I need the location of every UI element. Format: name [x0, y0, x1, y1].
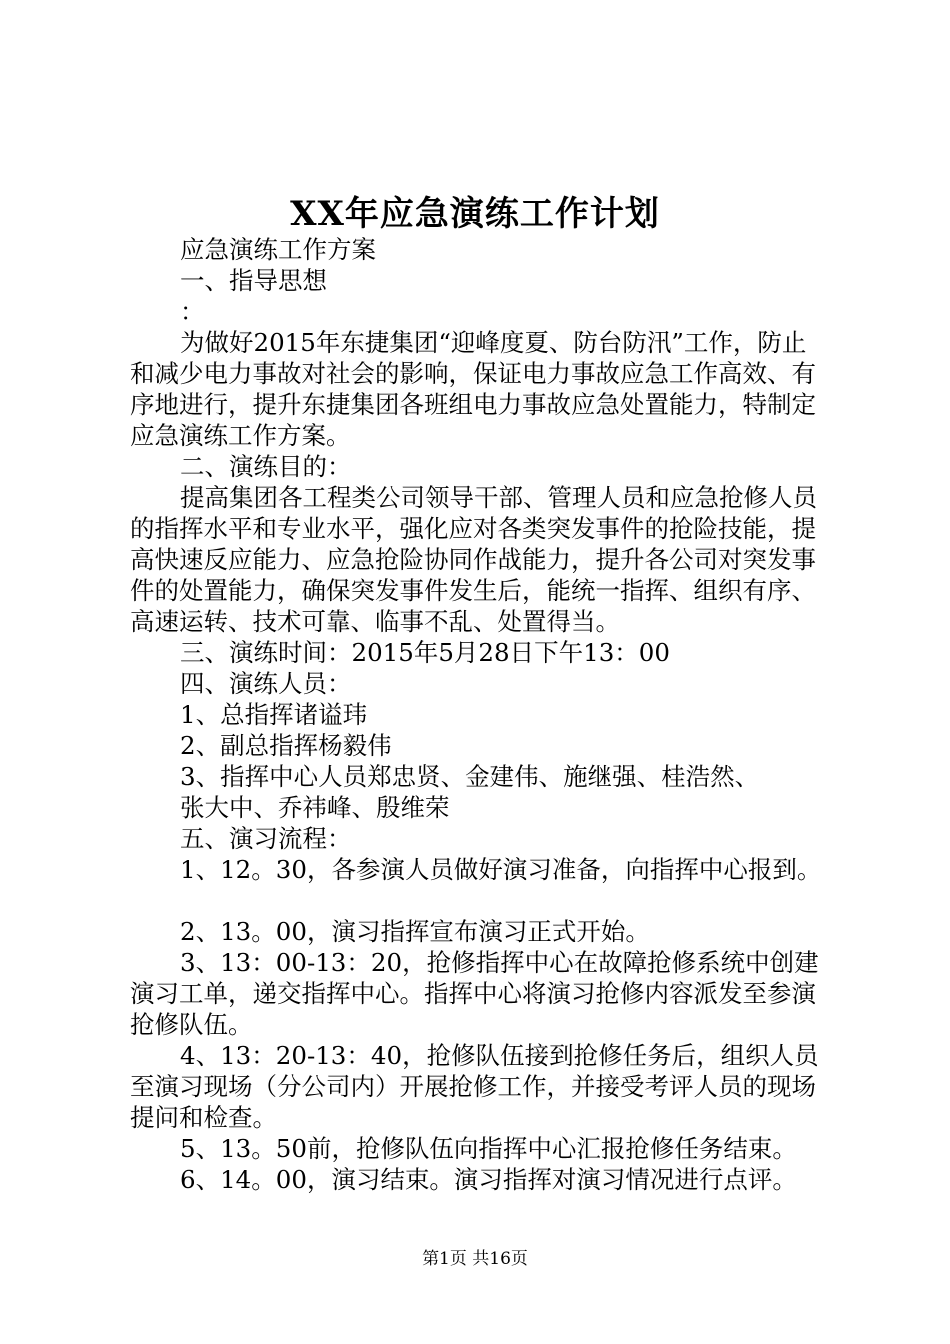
- process-step-5: 5、13。50前，抢修队伍向指挥中心汇报抢修任务结束。: [180, 1134, 797, 1163]
- personnel-item-1: 1、总指挥诸谥玮: [180, 700, 368, 729]
- document-body: [130, 234, 830, 1195]
- paragraph-plan-heading: 应急演练工作方案: [180, 235, 376, 264]
- section-heading-5: 五、演习流程：: [180, 824, 352, 853]
- paragraph-purpose-text: 提高集团各工程类公司领导干部、管理人员和应急抢修人员的指挥水平和专业水平，强化应对各类突发事件的抢险技能，提高快速反应能力、应急抢险协同作战能力，提升各公司对突发事件的处置能力，确保突发事件发生后，能统一指挥、组织有序、高速运转、技术可靠、临事不乱、处置得当。: [130, 483, 817, 636]
- process-step-1: 1、12。30，各参演人员做好演习准备，向指挥中心报到。: [180, 855, 822, 884]
- page-number-footer: 第1页 共16页: [422, 1249, 528, 1269]
- process-step-3: 3、13：00-13：20，抢修指挥中心在故障抢修系统中创建演习工单，递交指挥中心。指挥中心将演习抢修内容派发至参演抢修队伍。: [130, 948, 819, 1039]
- section-heading-2: 二、演练目的：: [180, 452, 352, 481]
- process-step-6: 6、14。00，演习结束。演习指挥对演习情况进行点评。: [180, 1165, 797, 1194]
- paragraph-colon: ：: [180, 297, 205, 326]
- paragraph-guiding-text: 为做好2015年东捷集团“迎峰度夏、防台防汛”工作，防止和减少电力事故对社会的影响，保证电力事故应急工作高效、有序地进行，提升东捷集团各班组电力事故应急处置能力，特制定应急演练工作方案。: [130, 328, 816, 450]
- section-heading-3-time: 三、演练时间：2015年5月28日下午13：00: [180, 638, 670, 667]
- process-step-4: 4、13：20-13：40，抢修队伍接到抢修任务后，组织人员至演习现场（分公司内）开展抢修工作，并接受考评人员的现场提问和检查。: [130, 1041, 819, 1132]
- personnel-item-3: 3、指挥中心人员郑忠贤、金建伟、施继强、桂浩然、: [180, 762, 760, 791]
- section-heading-4: 四、演练人员：: [180, 669, 352, 698]
- personnel-item-2: 2、副总指挥杨毅伟: [180, 731, 392, 760]
- section-heading-1: 一、指导思想: [180, 266, 327, 295]
- personnel-item-3-cont: 张大中、乔祎峰、殷维荣: [180, 793, 450, 822]
- process-step-2: 2、13。00，演习指挥宣布演习正式开始。: [180, 917, 650, 946]
- document-title: XX年应急演练工作计划: [290, 194, 660, 234]
